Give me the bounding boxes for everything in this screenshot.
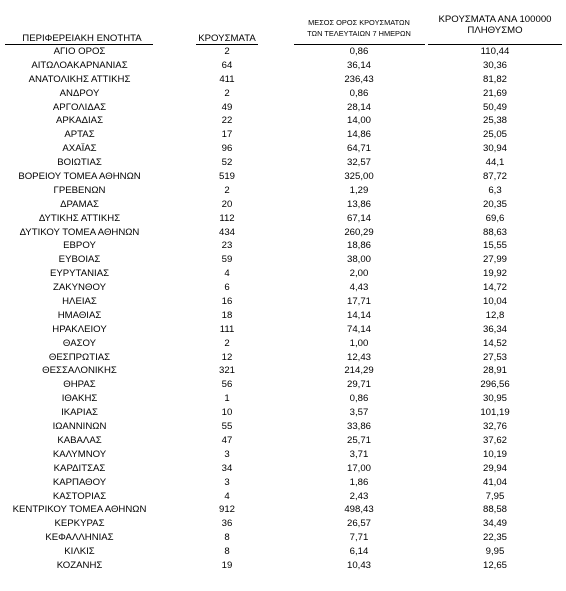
avg-7-days-cell: 64,71 [346,143,371,155]
table-row [0,239,566,253]
avg-7-days-cell: 33,86 [346,421,371,433]
avg-7-days-cell: 4,43 [349,282,369,294]
per-100k-cell: 27,53 [482,351,507,363]
cases-cell: 56 [221,379,233,391]
table-row [0,45,566,59]
cases-cell: 52 [221,157,233,169]
per-100k-cell: 7,95 [485,490,505,502]
cases-cell: 47 [221,434,233,446]
avg-7-days-cell: 32,57 [346,157,371,169]
region-cell: ΚΑΡΠΑΘΟΥ [52,476,107,488]
avg-7-days-cell: 29,71 [346,379,371,391]
table-row [0,364,566,378]
table-row [0,378,566,392]
region-cell: ΙΘΑΚΗΣ [61,393,98,405]
avg-7-days-cell: 1,29 [349,184,369,196]
header-per-100k [428,14,562,36]
per-100k-cell: 19,92 [482,268,507,280]
table-row [0,267,566,281]
region-cell: ΔΥΤΙΚΟΥ ΤΟΜΕΑ ΑΘΗΝΩΝ [19,226,140,238]
table-row [0,392,566,406]
cases-cell: 912 [218,504,235,516]
table-row [0,114,566,128]
avg-7-days-cell: 498,43 [344,504,374,516]
table-row [0,73,566,87]
cases-cell: 2 [224,184,230,196]
region-cell: ΘΗΡΑΣ [63,379,96,391]
header-cases: ΚΡΟΥΣΜΑΤΑ [198,33,256,44]
avg-7-days-cell: 214,29 [344,365,374,377]
region-cell: ΔΡΑΜΑΣ [60,198,99,210]
table-row [0,226,566,240]
region-cell: ΚΑΣΤΟΡΙΑΣ [52,490,107,502]
per-100k-cell: 50,49 [482,101,507,113]
cases-cell: 8 [224,546,230,558]
cases-cell: 321 [218,365,235,377]
region-cell: ΑΡΓΟΛΙΔΑΣ [52,101,107,113]
region-cell: ΑΙΤΩΛΟΑΚΑΡΝΑΝΙΑΣ [31,59,128,71]
table-row [0,87,566,101]
header-avg-7-days [293,17,425,39]
per-100k-cell: 87,72 [482,171,507,183]
header-avg-line-2: ΤΩΝ ΤΕΛΕΥΤΑΙΩΝ 7 ΗΜΕΡΩΝ [307,29,411,38]
avg-7-days-cell: 38,00 [346,254,371,266]
table-row [0,198,566,212]
cases-cell: 4 [224,490,230,502]
per-100k-cell: 88,58 [482,504,507,516]
cases-cell: 16 [221,296,233,308]
region-cell: ΘΕΣΠΡΩΤΙΑΣ [48,351,111,363]
table-row [0,503,566,517]
cases-cell: 8 [224,532,230,544]
table-row [0,128,566,142]
cases-cell: 411 [219,73,235,85]
region-cell: ΗΜΑΘΙΑΣ [57,309,102,321]
per-100k-cell: 30,36 [482,59,507,71]
per-100k-cell: 9,95 [485,546,505,558]
avg-7-days-cell: 17,71 [346,296,371,308]
cases-cell: 4 [224,268,230,280]
per-100k-cell: 69,6 [485,212,505,224]
cases-cell: 49 [221,101,233,113]
avg-7-days-cell: 3,57 [349,407,369,419]
region-cell: ΚΙΛΚΙΣ [64,546,95,558]
table-row [0,184,566,198]
per-100k-cell: 14,52 [482,337,507,349]
per-100k-cell: 101,19 [480,407,510,419]
per-100k-cell: 15,55 [482,240,507,252]
avg-7-days-cell: 260,29 [344,226,374,238]
table-row [0,253,566,267]
region-cell: ΘΑΣΟΥ [62,337,97,349]
per-100k-cell: 20,35 [482,198,507,210]
per-100k-cell: 296,56 [480,379,510,391]
per-100k-cell: 12,65 [482,559,507,571]
avg-7-days-cell: 3,71 [349,448,369,460]
cases-cell: 64 [221,59,233,71]
cases-cell: 23 [221,240,233,252]
region-cell: ΚΕΦΑΛΛΗΝΙΑΣ [45,532,114,544]
avg-7-days-cell: 67,14 [346,212,371,224]
region-cell: ΙΚΑΡΙΑΣ [61,407,98,419]
avg-7-days-cell: 26,57 [346,518,371,530]
region-cell: ΚΕΡΚΥΡΑΣ [54,518,105,530]
avg-7-days-cell: 0,86 [349,46,369,57]
header-per100k-line-2: ΠΛΗΘΥΣΜΟ [467,25,523,36]
table-row [0,142,566,156]
header-region: ΠΕΡΙΦΕΡΕΙΑΚΗ ΕΝΟΤΗΤΑ [22,33,142,44]
avg-7-days-cell: 1,86 [349,476,369,488]
cases-cell: 96 [221,143,233,155]
per-100k-cell: 30,94 [482,143,507,155]
avg-7-days-cell: 1,00 [349,337,369,349]
cases-cell: 112 [219,212,235,224]
avg-7-days-cell: 18,86 [346,240,371,252]
table-row [0,434,566,448]
cases-cell: 34 [221,462,233,474]
table-row [0,281,566,295]
region-cell: ΔΥΤΙΚΗΣ ΑΤΤΙΚΗΣ [38,212,121,224]
per-100k-cell: 12,8 [485,309,505,321]
avg-7-days-cell: 36,14 [346,59,371,71]
per-100k-cell: 29,94 [482,462,507,474]
avg-7-days-cell: 10,43 [346,559,371,571]
per-100k-cell: 34,49 [482,518,507,530]
cases-cell: 3 [224,448,230,460]
cases-cell: 22 [221,115,233,127]
cases-cell: 434 [218,226,235,238]
cases-cell: 20 [221,198,233,210]
table-row [0,545,566,559]
table-row [0,337,566,351]
avg-7-days-cell: 74,14 [346,323,371,335]
table-row [0,351,566,365]
table-row [0,59,566,73]
region-cell: ΑΧΑΪΑΣ [62,143,97,155]
per-100k-cell: 110,44 [480,46,510,57]
per-100k-cell: 44,1 [485,157,505,169]
region-cell: ΑΝΔΡΟΥ [59,87,100,99]
per-100k-cell: 37,62 [482,434,507,446]
header-avg-line-1: ΜΕΣΟΣ ΟΡΟΣ ΚΡΟΥΣΜΑΤΩΝ [308,18,410,27]
per-100k-cell: 22,35 [482,532,507,544]
region-cell: ΑΡΚΑΔΙΑΣ [56,115,103,127]
per-100k-cell: 28,91 [482,365,507,377]
cases-cell: 55 [221,421,233,433]
region-cell: ΗΛΕΙΑΣ [62,296,97,308]
per-100k-cell: 10,19 [482,448,507,460]
per-100k-cell: 14,72 [482,282,507,294]
region-cell: ΖΑΚΥΝΘΟΥ [53,282,106,294]
avg-7-days-cell: 13,86 [346,198,371,210]
region-cell: ΒΟΡΕΙΟΥ ΤΟΜΕΑ ΑΘΗΝΩΝ [18,171,141,183]
avg-7-days-cell: 28,14 [346,101,371,113]
per-100k-cell: 88,63 [482,226,507,238]
region-cell: ΑΝΑΤΟΛΙΚΗΣ ΑΤΤΙΚΗΣ [28,73,131,85]
region-cell: ΚΟΖΑΝΗΣ [56,559,103,571]
table-body [0,45,566,573]
per-100k-cell: 36,34 [482,323,507,335]
region-cell: ΑΓΙΟ ΟΡΟΣ [53,46,106,57]
region-cell: ΕΒΡΟΥ [63,240,96,252]
avg-7-days-cell: 14,86 [346,129,371,141]
avg-7-days-cell: 325,00 [344,171,374,183]
table-row [0,517,566,531]
table-row [0,156,566,170]
avg-7-days-cell: 7,71 [349,532,369,544]
avg-7-days-cell: 236,43 [344,73,374,85]
avg-7-days-cell: 0,86 [349,393,369,405]
region-cell: ΚΑΒΑΛΑΣ [57,434,102,446]
table-row [0,490,566,504]
cases-cell: 3 [224,476,230,488]
cases-cell: 36 [221,518,233,530]
region-cell: ΕΥΒΟΙΑΣ [58,254,101,266]
table-row [0,406,566,420]
avg-7-days-cell: 25,71 [346,434,371,446]
cases-cell: 17 [221,129,233,141]
header-per100k-line-1: ΚΡΟΥΣΜΑΤΑ ΑΝΑ 100000 [438,14,552,25]
region-cell: ΙΩΑΝΝΙΝΩΝ [52,421,107,433]
cases-cell: 2 [224,337,230,349]
table-row [0,170,566,184]
table-row [0,295,566,309]
table-row [0,101,566,115]
cases-cell: 2 [224,46,230,57]
region-cell: ΗΡΑΚΛΕΙΟΥ [52,323,107,335]
avg-7-days-cell: 17,00 [346,462,371,474]
per-100k-cell: 25,38 [482,115,507,127]
cases-cell: 6 [224,282,230,294]
cases-cell: 19 [221,559,233,571]
table-row [0,420,566,434]
avg-7-days-cell: 14,00 [346,115,371,127]
region-cell: ΑΡΤΑΣ [64,129,95,141]
cases-cell: 18 [221,309,233,321]
per-100k-cell: 30,95 [482,393,507,405]
per-100k-cell: 27,99 [482,254,507,266]
table-row [0,309,566,323]
table-row [0,559,566,573]
cases-cell: 111 [219,323,235,335]
region-cell: ΚΕΝΤΡΙΚΟΥ ΤΟΜΕΑ ΑΘΗΝΩΝ [12,504,147,516]
table-row [0,531,566,545]
per-100k-cell: 6,3 [488,184,502,196]
avg-7-days-cell: 14,14 [346,309,371,321]
table-header [0,0,566,44]
region-cell: ΓΡΕΒΕΝΩΝ [53,184,106,196]
table-row [0,212,566,226]
per-100k-cell: 21,69 [482,87,507,99]
avg-7-days-cell: 2,43 [349,490,369,502]
avg-7-days-cell: 12,43 [346,351,371,363]
per-100k-cell: 41,04 [482,476,507,488]
region-cell: ΘΕΣΣΑΛΟΝΙΚΗΣ [42,365,117,377]
cases-cell: 2 [224,87,230,99]
cases-cell: 12 [221,351,233,363]
cases-cell: 59 [221,254,233,266]
table-row [0,323,566,337]
region-cell: ΚΑΡΔΙΤΣΑΣ [53,462,106,474]
table-row [0,448,566,462]
cases-cell: 1 [224,393,230,405]
avg-7-days-cell: 6,14 [349,546,369,558]
avg-7-days-cell: 0,86 [349,87,369,99]
table-row [0,476,566,490]
region-cell: ΒΟΙΩΤΙΑΣ [57,157,102,169]
per-100k-cell: 81,82 [482,73,507,85]
table-row [0,462,566,476]
per-100k-cell: 10,04 [482,296,507,308]
per-100k-cell: 32,76 [482,421,507,433]
cases-cell: 519 [218,171,235,183]
region-cell: ΕΥΡΥΤΑΝΙΑΣ [49,268,110,280]
per-100k-cell: 25,05 [482,129,507,141]
region-cell: ΚΑΛΥΜΝΟΥ [52,448,107,460]
avg-7-days-cell: 2,00 [349,268,369,280]
cases-cell: 10 [221,407,233,419]
